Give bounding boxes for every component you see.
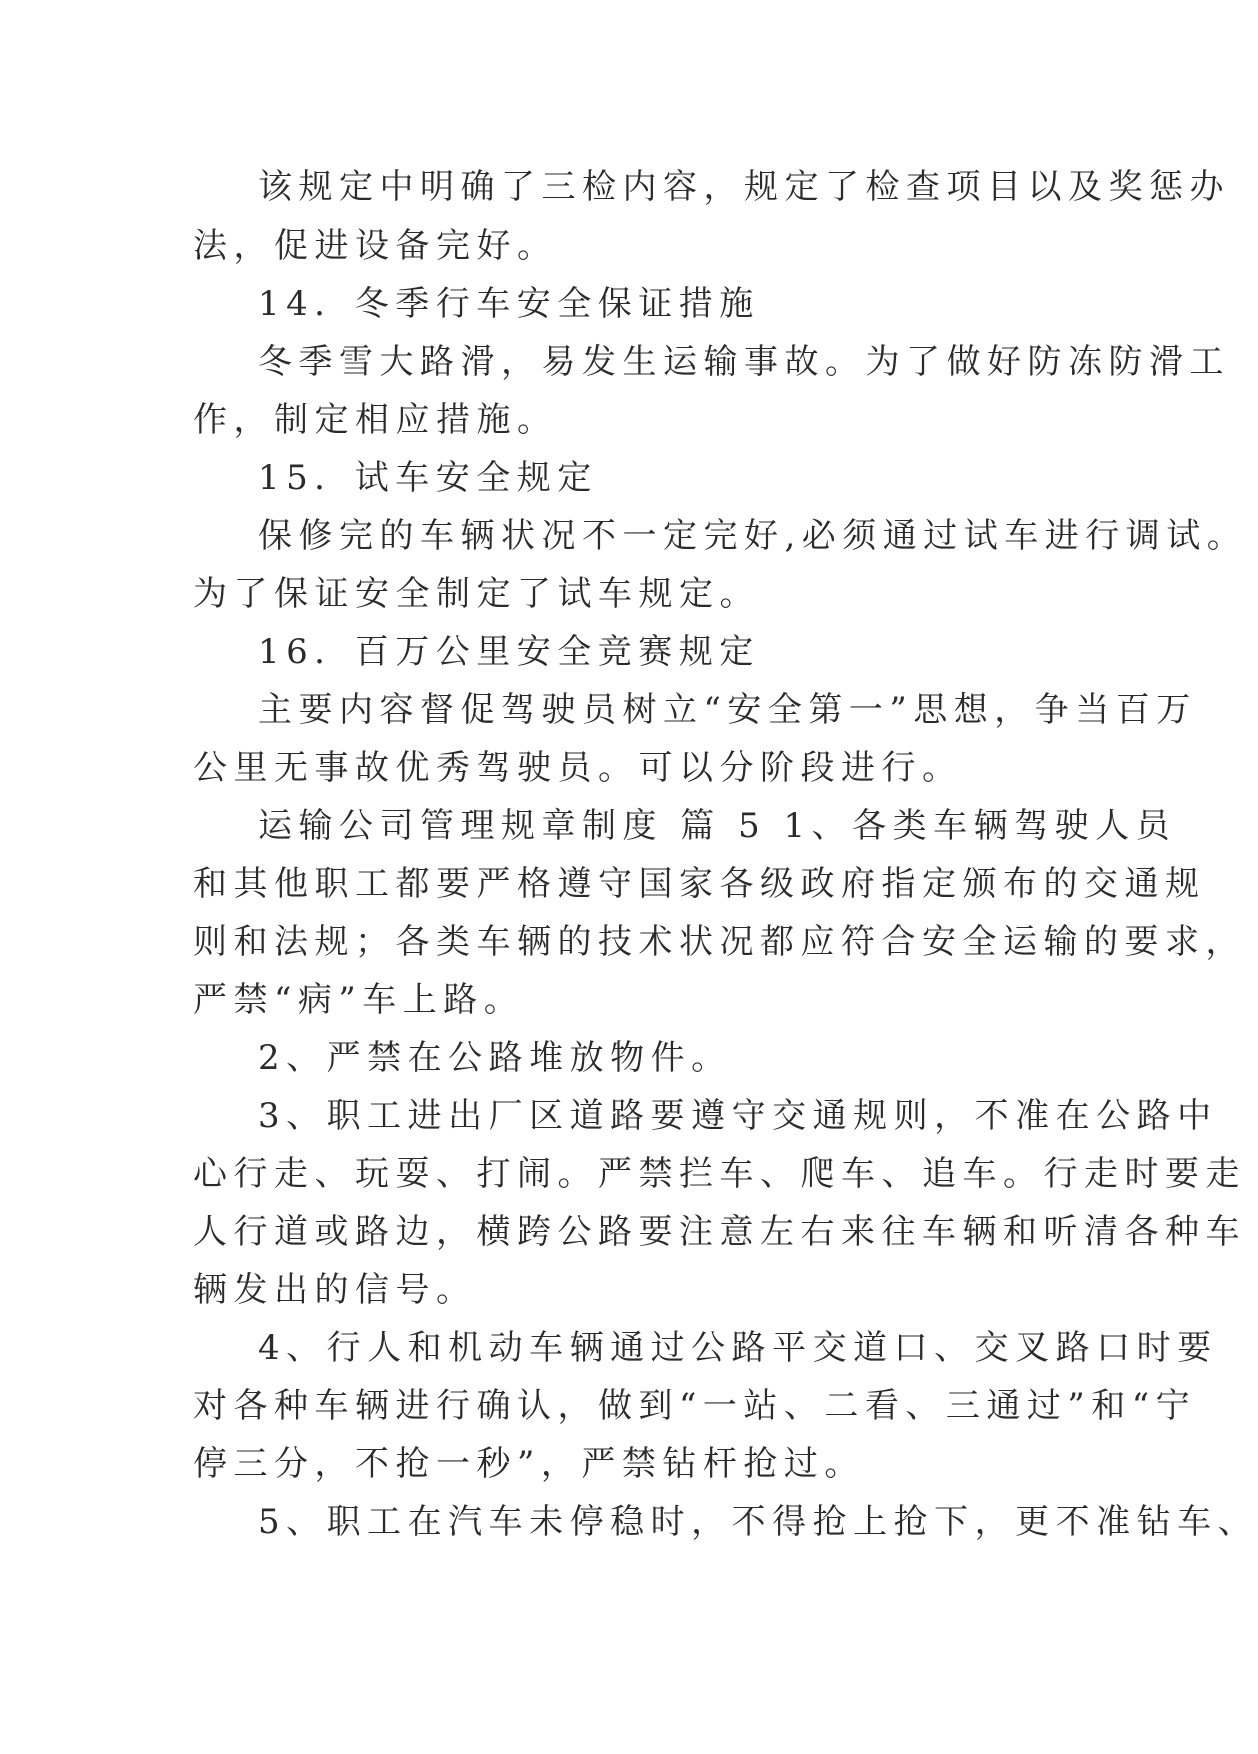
section-heading: 16．百万公里安全竞赛规定: [258, 632, 760, 672]
text-line: 则和法规；各类车辆的技术状况都应符合安全运输的要求，: [193, 922, 1246, 962]
text-line: 公里无事故优秀驾驶员。可以分阶段进行。: [193, 748, 963, 788]
section-heading: 15．试车安全规定: [258, 458, 598, 498]
text-line: 停三分，不抢一秒”，严禁钻杆抢过。: [193, 1444, 865, 1484]
text-line: 3、职工进出厂区道路要遵守交通规则，不准在公路中: [258, 1096, 1218, 1136]
text-line: 严禁“病”车上路。: [193, 980, 525, 1020]
text-line: 该规定中明确了三检内容，规定了检查项目以及奖惩办: [258, 167, 1230, 207]
text-line: 为了保证安全制定了试车规定。: [193, 574, 760, 614]
text-line: 主要内容督促驾驶员树立“安全第一”思想，争当百万: [258, 690, 1197, 730]
text-line: 5、职工在汽车未停稳时，不得抢上抢下，更不准钻车、: [258, 1502, 1258, 1542]
text-line: 对各种车辆进行确认，做到“一站、二看、三通过”和“宁: [193, 1386, 1197, 1426]
section-heading: 14．冬季行车安全保证措施: [258, 284, 760, 324]
text-line: 法，促进设备完好。: [193, 226, 558, 266]
text-line: 冬季雪大路滑，易发生运输事故。为了做好防冻防滑工: [258, 342, 1230, 382]
text-line: 和其他职工都要严格遵守国家各级政府指定颁布的交通规: [193, 864, 1206, 904]
text-line: 4、行人和机动车辆通过公路平交道口、交叉路口时要: [258, 1328, 1218, 1368]
text-line: 心行走、玩耍、打闹。严禁拦车、爬车、追车。行走时要走: [193, 1154, 1246, 1194]
text-line: 运输公司管理规章制度 篇 5 1、各类车辆驾驶人员: [258, 806, 1177, 846]
text-line: 保修完的车辆状况不一定完好,必须通过试车进行调试。: [258, 516, 1248, 556]
text-line: 辆发出的信号。: [193, 1270, 477, 1310]
text-line: 2、严禁在公路堆放物件。: [258, 1038, 732, 1078]
text-line: 人行道或路边，横跨公路要注意左右来往车辆和听清各种车: [193, 1212, 1246, 1252]
text-line: 作，制定相应措施。: [193, 400, 558, 440]
